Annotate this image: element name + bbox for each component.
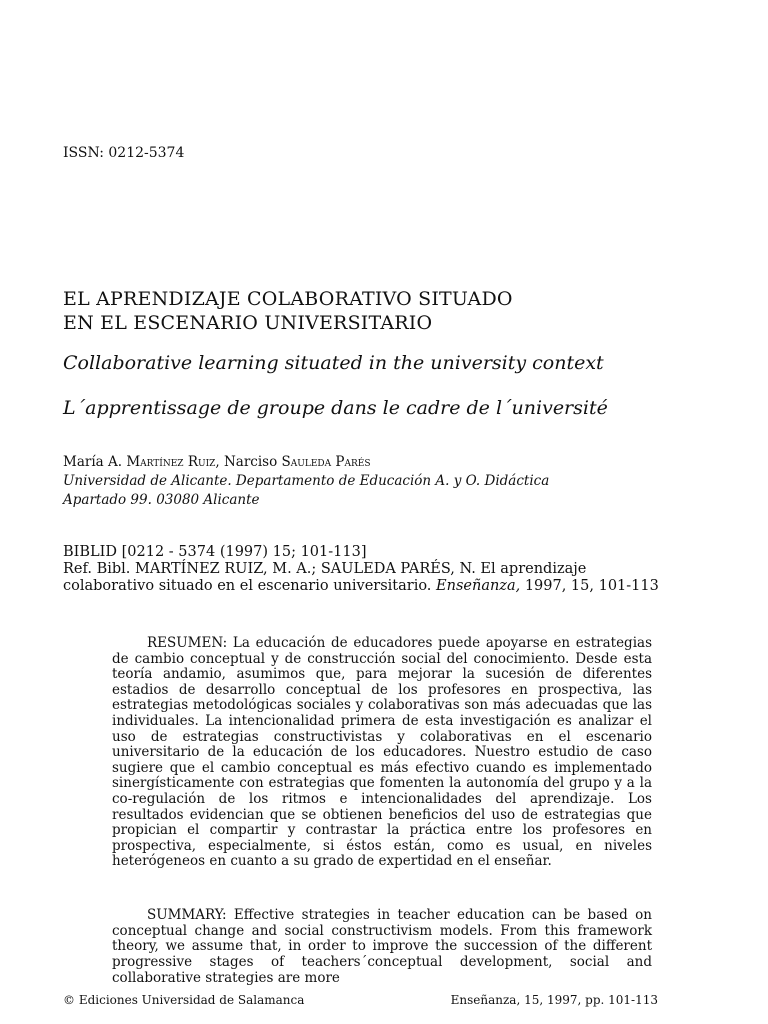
article-title — [63, 287, 513, 335]
author-2-surname: Sauleda Parés — [281, 454, 371, 470]
affiliation-line-2: Apartado 99. 03080 Alicante — [63, 492, 260, 508]
subtitle-french: L´apprentissage de groupe dans le cadre de l´université — [63, 397, 608, 419]
abstract-text: RESUMEN: La educación de educadores puede apoyarse en estrategias de cambio conceptual y de construcción social del conocimiento. Desde esta teoría andamio, asumimos que, para mejorar la sucesión de diferentes estadios de desarrollo conceptual de los profesores en prospectiva, las estrategias metodológicas sociales y colaborativas son más adecuadas que las individuales. La intencionalidad primera de esta investigación es analizar el uso de estrategias constructivistas y colaborativas en el escenario universitario de la educación de los educadores. Nuestro estudio de caso sugiere que el cambio conceptual es más efectivo cuando es implementado sinergísticamente con estrategias que fomenten la autonomía del grupo y a la co-regulación de los ritmos e intencionalidades del aprendizaje. Los resultados evidencian que se obtienen beneficios del uso de estrategias que propician el compartir y contrastar la práctica entre los profesores en prospectiva, especialmente, si éstos están, como es usual, en niveles heterógeneos en cuanto a su grado de expertidad en el enseñar. — [112, 635, 652, 870]
reference-text: Ref. Bibl. MARTÍNEZ RUIZ, M. A.; SAULEDA PARÉS, N. El aprendizaje colaborativo situado en el escenario universitario. — [63, 561, 587, 594]
summary-text: SUMMARY: Effective strategies in teacher education can be based on conceptual change and social constructivism models. From this framework theory, we assume that, in order to improve the succession of the different progressive stages of teachers´conceptual development, social and collaborative strategies are more — [112, 907, 652, 986]
title-line-1: EL APRENDIZAJE COLABORATIVO SITUADO — [63, 288, 513, 310]
subtitle-english: Collaborative learning situated in the university context — [63, 352, 604, 374]
reference-line — [63, 561, 663, 595]
affiliation-line-1: Universidad de Alicante. Departamento de Educación A. y O. Didáctica — [63, 473, 550, 489]
footer-citation: Enseñanza, 15, 1997, pp. 101-113 — [450, 993, 658, 1007]
abstract-english — [112, 908, 652, 987]
author-2-given: Narciso — [223, 454, 278, 470]
issn-label: ISSN: 0212-5374 — [63, 145, 185, 161]
author-names: María A. Martínez Ruiz, Narciso Sauleda Parés — [63, 454, 371, 470]
reference-citation: 1997, 15, 101-113 — [524, 578, 659, 594]
authors-block — [63, 453, 549, 510]
bibliographic-reference — [63, 544, 663, 595]
footer-publisher: © Ediciones Universidad de Salamanca — [63, 993, 305, 1007]
author-1-given: María A. — [63, 454, 123, 470]
title-line-2: EN EL ESCENARIO UNIVERSITARIO — [63, 312, 433, 334]
biblid-line: BIBLID [0212 - 5374 (1997) 15; 101-113] — [63, 544, 367, 560]
journal-name: Enseñanza, — [436, 578, 521, 594]
author-1-surname: Martínez Ruiz — [126, 454, 216, 470]
abstract-spanish — [112, 636, 652, 870]
